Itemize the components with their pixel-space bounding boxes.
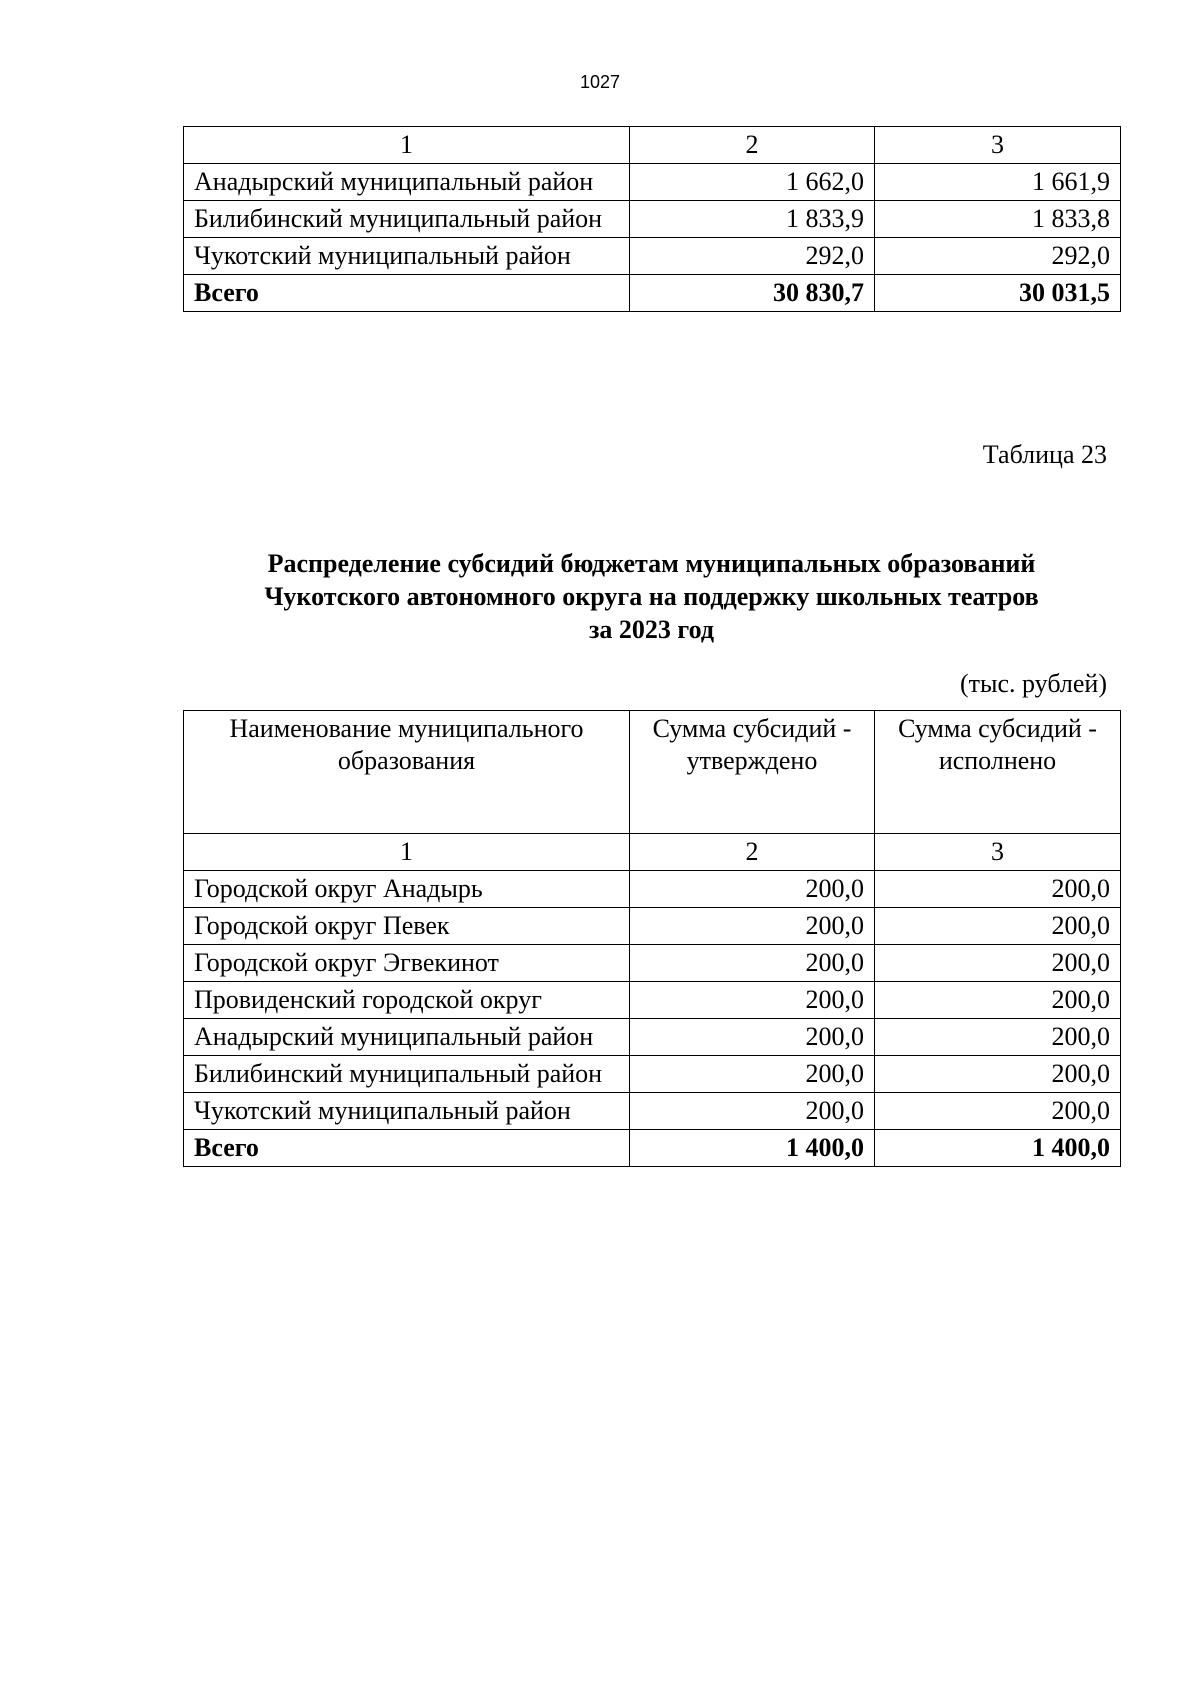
municipality-name: Билибинский муниципальный район <box>184 201 630 238</box>
approved-amount: 1 833,9 <box>630 201 875 238</box>
subsidy-table <box>183 710 1121 1167</box>
executed-amount: 200,0 <box>875 908 1121 945</box>
executed-amount: 1 833,8 <box>875 201 1121 238</box>
header-approved: Сумма субсидий - утверждено <box>630 711 875 834</box>
column-number: 3 <box>875 834 1121 871</box>
table-row <box>184 164 1121 201</box>
approved-amount: 1 662,0 <box>630 164 875 201</box>
table-row <box>184 201 1121 238</box>
table-row <box>184 945 1121 982</box>
total-approved: 30 830,7 <box>630 275 875 312</box>
table-row <box>184 908 1121 945</box>
column-number: 1 <box>184 127 630 164</box>
total-approved: 1 400,0 <box>630 1130 875 1167</box>
approved-amount: 200,0 <box>630 982 875 1019</box>
executed-amount: 1 661,9 <box>875 164 1121 201</box>
table-row <box>184 982 1121 1019</box>
approved-amount: 292,0 <box>630 238 875 275</box>
approved-amount: 200,0 <box>630 945 875 982</box>
approved-amount: 200,0 <box>630 1056 875 1093</box>
executed-amount: 200,0 <box>875 1056 1121 1093</box>
approved-amount: 200,0 <box>630 1019 875 1056</box>
municipality-name: Городской округ Эгвекинот <box>184 945 630 982</box>
table-caption: Таблица 23 <box>982 440 1107 469</box>
executed-amount: 200,0 <box>875 945 1121 982</box>
municipality-name: Чукотский муниципальный район <box>184 1093 630 1130</box>
table-row <box>184 238 1121 275</box>
column-number-row <box>184 834 1121 871</box>
column-number: 2 <box>630 834 875 871</box>
units-label: (тыс. рублей) <box>959 669 1107 698</box>
column-number: 3 <box>875 127 1121 164</box>
total-executed: 30 031,5 <box>875 275 1121 312</box>
executed-amount: 200,0 <box>875 1019 1121 1056</box>
header-row <box>184 711 1121 834</box>
executed-amount: 200,0 <box>875 982 1121 1019</box>
executed-amount: 292,0 <box>875 238 1121 275</box>
page-number: 1027 <box>579 72 621 92</box>
column-number: 1 <box>184 834 630 871</box>
municipality-name: Городской округ Анадырь <box>184 871 630 908</box>
table-row <box>184 1019 1121 1056</box>
table-row <box>184 1093 1121 1130</box>
approved-amount: 200,0 <box>630 908 875 945</box>
municipality-name: Анадырский муниципальный район <box>184 1019 630 1056</box>
total-executed: 1 400,0 <box>875 1130 1121 1167</box>
continued-table <box>183 126 1121 312</box>
total-row <box>184 1130 1121 1167</box>
header-municipality: Наименование муниципального образования <box>184 711 630 834</box>
approved-amount: 200,0 <box>630 871 875 908</box>
municipality-name: Городской округ Певек <box>184 908 630 945</box>
total-label: Всего <box>184 275 630 312</box>
title-line: Распределение субсидий бюджетам муниципальных образований <box>267 549 1036 578</box>
table-row <box>184 1056 1121 1093</box>
total-row <box>184 275 1121 312</box>
column-number-row <box>184 127 1121 164</box>
approved-amount: 200,0 <box>630 1093 875 1130</box>
header-executed: Сумма субсидий - исполнено <box>875 711 1121 834</box>
table-row <box>184 871 1121 908</box>
municipality-name: Провиденский городской округ <box>184 982 630 1019</box>
column-number: 2 <box>630 127 875 164</box>
executed-amount: 200,0 <box>875 1093 1121 1130</box>
municipality-name: Анадырский муниципальный район <box>184 164 630 201</box>
executed-amount: 200,0 <box>875 871 1121 908</box>
municipality-name: Билибинский муниципальный район <box>184 1056 630 1093</box>
title-line: Чукотского автономного округа на поддержку школьных театров <box>264 582 1039 611</box>
title-line: за 2023 год <box>588 615 714 644</box>
total-label: Всего <box>184 1130 630 1167</box>
table-title <box>183 547 1120 646</box>
municipality-name: Чукотский муниципальный район <box>184 238 630 275</box>
